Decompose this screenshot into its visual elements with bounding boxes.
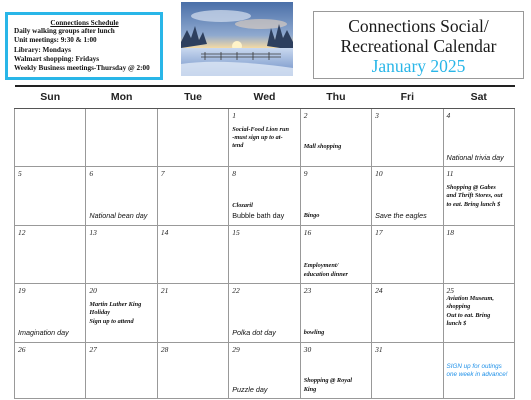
day-number: 16: [303, 227, 312, 237]
weekday-header: Sat: [443, 86, 514, 108]
weekday-header: Wed: [229, 86, 300, 108]
calendar-month: January 2025: [371, 56, 466, 76]
day-number: 18: [446, 227, 455, 237]
event-line: Employment/: [303, 262, 339, 270]
event-line: Polka dot day: [232, 328, 276, 338]
day-number: 5: [18, 169, 22, 178]
day-cell-empty: [86, 108, 157, 167]
day-cell: [229, 108, 300, 167]
weekday-header: Thu: [300, 86, 371, 108]
day-number: 22: [232, 286, 240, 295]
day-cell: [157, 342, 228, 399]
day-cell: [229, 225, 300, 284]
calendar-title-line-2: Recreational Calendar: [340, 36, 497, 56]
day-cell: [15, 167, 86, 226]
week-row: [15, 167, 515, 226]
event-line: lunch $: [446, 320, 467, 328]
day-number: 25: [446, 286, 455, 295]
event-text: [232, 386, 297, 394]
event-line: one week in advance!: [446, 370, 508, 378]
event-line: Shopping @ Royal: [303, 377, 352, 385]
day-cell-empty: [157, 108, 228, 167]
day-cell: [300, 108, 371, 167]
week-row: [15, 108, 515, 167]
day-number: 9: [303, 169, 308, 178]
day-number: 26: [18, 344, 26, 354]
day-number: 21: [160, 286, 169, 295]
event-line: bowling: [303, 329, 325, 337]
event-line: Martin Luther King: [89, 301, 142, 308]
day-cell: [86, 225, 157, 284]
day-cell: [443, 167, 514, 226]
day-cell: [300, 284, 371, 343]
schedule-title: Connections Schedule: [50, 18, 119, 27]
day-number: 7: [160, 169, 165, 178]
event-line: Sign up to attend: [89, 317, 134, 325]
connections-schedule-box: [5, 12, 163, 80]
day-number: 23: [303, 286, 312, 295]
day-number: 13: [89, 227, 97, 237]
event-line: Aviation Museum,: [446, 295, 495, 302]
day-number: 24: [375, 286, 383, 295]
event-text: [89, 301, 154, 326]
calendar-title-box: [313, 11, 524, 79]
event-line: Imagination day: [18, 328, 69, 338]
day-number: 6: [89, 169, 94, 178]
day-cell: [372, 284, 443, 343]
event-line: Clozaril: [232, 201, 253, 209]
week-row: [15, 225, 515, 284]
day-number: 31: [375, 344, 383, 354]
day-number: 17: [375, 227, 383, 237]
day-cell: [443, 108, 514, 167]
month-calendar-grid: [14, 85, 515, 399]
weekday-header: Fri: [372, 86, 443, 108]
event-line: tend: [232, 142, 244, 150]
week-row: [15, 342, 515, 399]
day-cell-empty: [15, 108, 86, 167]
weekday-header: Mon: [86, 86, 157, 108]
day-number: 1: [232, 110, 237, 120]
day-cell: [86, 284, 157, 343]
event-text: [375, 212, 440, 220]
event-line: education dinner: [303, 270, 348, 278]
schedule-line: Library: Mondays: [14, 45, 71, 54]
signup-notice: [447, 363, 512, 380]
event-line: Puzzle day: [232, 384, 268, 394]
day-cell: [372, 225, 443, 284]
event-text: [304, 262, 369, 279]
schedule-line: Daily walking groups after lunch: [14, 27, 115, 36]
event-line: SIGN up for outings: [446, 362, 502, 370]
event-line: Social-Food Lion run: [232, 125, 289, 133]
event-text: [232, 126, 297, 151]
event-text: [232, 202, 297, 221]
day-cell: [86, 342, 157, 399]
day-cell: [300, 342, 371, 399]
calendar-title-line-1: Connections Social/: [348, 16, 489, 36]
event-text: [304, 377, 369, 394]
event-line: Bingo: [303, 212, 320, 220]
event-text: [447, 154, 512, 162]
day-cell: [15, 225, 86, 284]
day-number: 28: [160, 344, 169, 354]
day-cell: [300, 167, 371, 226]
day-cell: [229, 167, 300, 226]
day-cell: [157, 284, 228, 343]
day-number: 19: [18, 286, 26, 295]
event-text: [304, 143, 369, 151]
weekday-header: Sun: [15, 86, 86, 108]
day-cell: [229, 284, 300, 343]
event-line: Out to eat. Bring: [446, 311, 491, 319]
event-line: King: [303, 385, 317, 393]
event-text: [304, 212, 369, 220]
event-line: and Thrift Stores, out: [446, 192, 503, 200]
day-cell: [443, 342, 514, 399]
event-line: Save the eagles: [375, 211, 427, 221]
day-cell: [86, 167, 157, 226]
day-cell: [157, 225, 228, 284]
event-text: [18, 329, 83, 337]
day-cell: [300, 225, 371, 284]
day-number: 12: [18, 227, 26, 237]
day-number: 8: [232, 169, 237, 178]
day-number: 30: [303, 344, 312, 354]
day-number: 11: [446, 169, 454, 178]
event-line: Mall shopping: [303, 142, 342, 150]
event-text: [447, 295, 512, 329]
event-text: [304, 329, 369, 337]
event-line: National bean day: [89, 211, 148, 221]
day-cell: [443, 284, 514, 343]
event-text: [89, 212, 154, 220]
event-line: Shopping @ Gabes: [446, 184, 496, 191]
event-text: [232, 329, 297, 337]
day-cell: [15, 284, 86, 343]
winter-sunset-photo: [181, 2, 293, 76]
event-line: Holiday: [89, 309, 111, 317]
week-row: [15, 284, 515, 343]
day-number: 10: [375, 169, 383, 178]
day-number: 2: [303, 110, 308, 120]
weekday-header-row: [15, 86, 515, 108]
event-line: shopping: [446, 303, 471, 311]
day-cell: [15, 342, 86, 399]
weekday-header: Tue: [157, 86, 228, 108]
day-number: 29: [232, 344, 240, 354]
event-text: [447, 184, 512, 209]
event-line: -must sign up to at-: [232, 133, 283, 141]
day-number: 20: [89, 286, 97, 295]
day-number: 15: [232, 227, 240, 237]
day-number: 4: [446, 110, 451, 120]
day-number: 3: [375, 110, 379, 120]
day-cell: [229, 342, 300, 399]
event-line: National trivia day: [446, 152, 504, 162]
event-line: Bubble bath day: [232, 211, 285, 221]
day-number: 27: [89, 344, 97, 354]
schedule-line: Unit meetings: 9:30 & 1:00: [14, 36, 97, 45]
schedule-line: Weekly Business meetings-Thursday @ 2:00: [14, 64, 150, 73]
day-cell: [372, 108, 443, 167]
event-line: to eat. Bring lunch $: [446, 200, 501, 208]
day-cell: [372, 167, 443, 226]
schedule-line: Walmart shopping: Fridays: [14, 54, 100, 63]
day-cell: [157, 167, 228, 226]
day-cell: [443, 225, 514, 284]
day-cell: [372, 342, 443, 399]
day-number: 14: [160, 227, 169, 237]
